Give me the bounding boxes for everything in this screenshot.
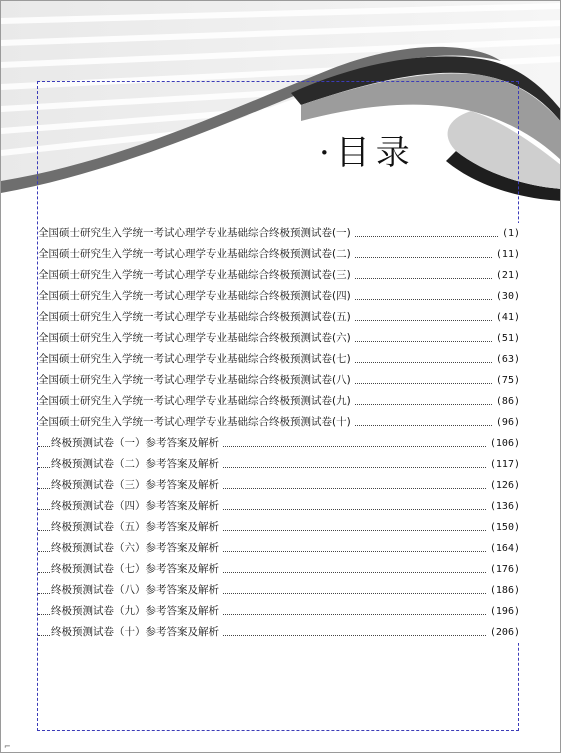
table-of-contents — [38, 223, 520, 643]
toc-page-number: (136) — [487, 496, 520, 517]
toc-entry[interactable] — [38, 559, 520, 580]
toc-entry[interactable] — [38, 370, 520, 391]
toc-entry-label: 全国硕士研究生入学统一考试心理学专业基础综合终极预测试卷(七) — [38, 349, 354, 370]
toc-entry-label: 终极预测试卷（三）参考答案及解析 — [51, 475, 222, 496]
toc-entry-label: 终极预测试卷（五）参考答案及解析 — [51, 517, 222, 538]
toc-page-number: (126) — [487, 475, 520, 496]
toc-entry[interactable] — [38, 538, 520, 559]
toc-page-number: (196) — [487, 601, 520, 622]
toc-entry[interactable] — [38, 580, 520, 601]
toc-entry[interactable] — [38, 433, 520, 454]
toc-entry-label: 终极预测试卷（七）参考答案及解析 — [51, 559, 222, 580]
toc-entry-label: 全国硕士研究生入学统一考试心理学专业基础综合终极预测试卷(二) — [38, 244, 354, 265]
toc-entry-label: 全国硕士研究生入学统一考试心理学专业基础综合终极预测试卷(五) — [38, 307, 354, 328]
toc-page-number: (206) — [487, 622, 520, 643]
toc-entry[interactable] — [38, 265, 520, 286]
toc-entry[interactable] — [38, 328, 520, 349]
toc-page-number: (63) — [493, 349, 520, 370]
toc-entry-label: 终极预测试卷（二）参考答案及解析 — [51, 454, 222, 475]
toc-entry-label: 全国硕士研究生入学统一考试心理学专业基础综合终极预测试卷(十) — [38, 412, 354, 433]
toc-page-number: (30) — [493, 286, 520, 307]
toc-page-number: (176) — [487, 559, 520, 580]
toc-entry-label: 全国硕士研究生入学统一考试心理学专业基础综合终极预测试卷(四) — [38, 286, 354, 307]
toc-entry-label: 终极预测试卷（九）参考答案及解析 — [51, 601, 222, 622]
toc-entry[interactable] — [38, 454, 520, 475]
toc-entry[interactable] — [38, 601, 520, 622]
toc-entry[interactable] — [38, 475, 520, 496]
toc-entry[interactable] — [38, 517, 520, 538]
toc-entry[interactable] — [38, 286, 520, 307]
toc-entry[interactable] — [38, 496, 520, 517]
toc-entry[interactable] — [38, 349, 520, 370]
toc-entry[interactable] — [38, 244, 520, 265]
toc-entry-label: 全国硕士研究生入学统一考试心理学专业基础综合终极预测试卷(一) — [38, 223, 354, 244]
toc-page-number: (41) — [493, 307, 520, 328]
toc-entry[interactable] — [38, 622, 520, 643]
toc-entry-label: 全国硕士研究生入学统一考试心理学专业基础综合终极预测试卷(六) — [38, 328, 354, 349]
toc-entry-label: 终极预测试卷（一）参考答案及解析 — [51, 433, 222, 454]
page-title: ·目录 — [319, 133, 416, 173]
toc-entry-label: 终极预测试卷（八）参考答案及解析 — [51, 580, 222, 601]
toc-page-number: (96) — [493, 412, 520, 433]
toc-entry[interactable] — [38, 223, 520, 244]
toc-page-number: (51) — [493, 328, 520, 349]
toc-entry-label: 终极预测试卷（十）参考答案及解析 — [51, 622, 222, 643]
toc-page-number: (150) — [487, 517, 520, 538]
toc-entry[interactable] — [38, 307, 520, 328]
toc-entry[interactable] — [38, 412, 520, 433]
toc-page-number: (21) — [493, 265, 520, 286]
toc-page-number: (164) — [487, 538, 520, 559]
toc-page-number: (86) — [493, 391, 520, 412]
toc-page-number: (11) — [493, 244, 520, 265]
toc-entry-label: 终极预测试卷（四）参考答案及解析 — [51, 496, 222, 517]
toc-page-number: (106) — [487, 433, 520, 454]
toc-page-number: (186) — [487, 580, 520, 601]
toc-entry-label: 全国硕士研究生入学统一考试心理学专业基础综合终极预测试卷(三) — [38, 265, 354, 286]
corner-mark: ⌐ — [4, 742, 11, 751]
toc-page-number: (1) — [499, 223, 520, 244]
toc-entry-label: 终极预测试卷（六）参考答案及解析 — [51, 538, 222, 559]
toc-entry[interactable] — [38, 391, 520, 412]
toc-page-number: (117) — [487, 454, 520, 475]
toc-page-number: (75) — [493, 370, 520, 391]
toc-entry-label: 全国硕士研究生入学统一考试心理学专业基础综合终极预测试卷(九) — [38, 391, 354, 412]
toc-entry-label: 全国硕士研究生入学统一考试心理学专业基础综合终极预测试卷(八) — [38, 370, 354, 391]
